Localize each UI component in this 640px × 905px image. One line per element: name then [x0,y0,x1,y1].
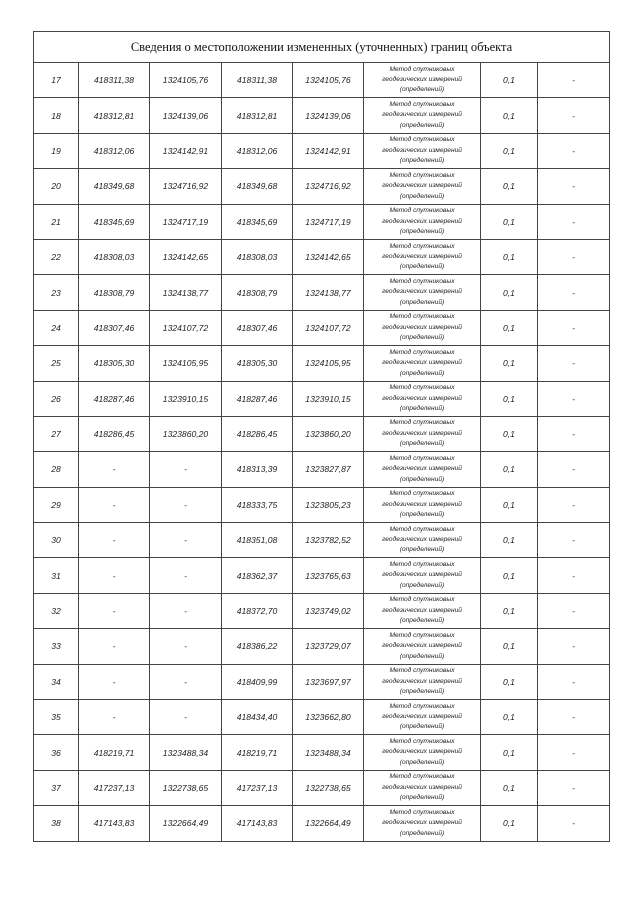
method-text-line1: Метод спутниковых [389,242,455,250]
existing-x-cell: 417143,83 [79,806,150,841]
point-number-cell: 20 [34,169,79,204]
existing-y-cell: - [150,629,222,664]
method-text-line2: геодезических измерений [382,642,462,650]
method-text-line2: геодезических измерений [382,571,462,579]
method-cell [364,558,481,593]
method-text-line1: Метод спутниковых [389,65,455,73]
existing-y-cell: - [150,523,222,558]
existing-y-cell: 1324716,92 [150,169,222,204]
method-text-line3: (определений) [399,192,445,200]
table-row [34,664,610,699]
refined-y-cell: 1322738,65 [293,770,364,805]
point-number-cell: 27 [34,416,79,451]
method-cell [364,700,481,735]
refined-y-cell: 1323488,34 [293,735,364,770]
method-cell [364,487,481,522]
existing-x-cell: 418311,38 [79,63,150,98]
document-page [33,31,609,842]
refined-x-cell: 418386,22 [222,629,293,664]
refined-x-cell: 418312,06 [222,133,293,168]
refined-y-cell: 1324142,91 [293,133,364,168]
existing-x-cell: 418312,81 [79,98,150,133]
refined-x-cell: 418308,03 [222,239,293,274]
method-cell [364,310,481,345]
existing-x-cell: 418345,69 [79,204,150,239]
method-cell [364,593,481,628]
method-text-line1: Метод спутниковых [389,207,455,215]
table-row [34,700,610,735]
point-number-cell: 32 [34,593,79,628]
point-number-cell: 29 [34,487,79,522]
refined-x-cell: 417143,83 [222,806,293,841]
refined-x-cell: 418286,45 [222,416,293,451]
existing-x-cell: 418308,79 [79,275,150,310]
refined-y-cell: 1323782,52 [293,523,364,558]
point-number-cell: 30 [34,523,79,558]
description-cell: - [538,98,610,133]
method-text-line1: Метод спутниковых [389,171,455,179]
refined-y-cell: 1323697,97 [293,664,364,699]
method-text-line3: (определений) [399,157,445,165]
method-text-line3: (определений) [399,369,445,377]
point-number-cell: 18 [34,98,79,133]
method-cell [364,629,481,664]
accuracy-cell: 0,1 [481,629,538,664]
method-text-line2: геодезических измерений [382,394,462,402]
table-row [34,239,610,274]
method-text-line2: геодезических измерений [382,359,462,367]
refined-y-cell: 1323749,02 [293,593,364,628]
table-row [34,523,610,558]
method-text-line2: геодезических измерений [382,677,462,685]
refined-y-cell: 1323910,15 [293,381,364,416]
accuracy-cell: 0,1 [481,487,538,522]
method-text-line1: Метод спутниковых [389,738,455,745]
existing-x-cell: 418287,46 [79,381,150,416]
method-text-line1: Метод спутниковых [389,631,455,639]
refined-y-cell: 1324105,76 [293,63,364,98]
description-cell: - [538,664,610,699]
method-text-line3: (определений) [399,298,445,306]
table-row [34,169,610,204]
accuracy-cell: 0,1 [481,416,538,451]
description-cell: - [538,416,610,451]
description-cell: - [538,558,610,593]
existing-y-cell: 1322664,49 [150,806,222,841]
table-body [34,32,610,842]
accuracy-cell: 0,1 [481,204,538,239]
point-number-cell: 37 [34,770,79,805]
accuracy-cell: 0,1 [481,63,538,98]
description-cell: - [538,770,610,805]
method-text-line2: геодезических измерений [382,819,462,827]
accuracy-cell: 0,1 [481,664,538,699]
description-cell: - [538,700,610,735]
refined-x-cell: 418308,79 [222,275,293,310]
refined-x-cell: 418219,71 [222,735,293,770]
existing-y-cell: - [150,664,222,699]
existing-x-cell: 417237,13 [79,770,150,805]
point-number-cell: 36 [34,735,79,770]
refined-y-cell: 1324107,72 [293,310,364,345]
method-text-line1: Метод спутниковых [389,348,455,356]
refined-y-cell: 1324139,06 [293,98,364,133]
refined-y-cell: 1323729,07 [293,629,364,664]
description-cell: - [538,735,610,770]
point-number-cell: 24 [34,310,79,345]
method-cell [364,664,481,699]
method-text-line3: (определений) [399,334,445,342]
table-row [34,487,610,522]
point-number-cell: 22 [34,239,79,274]
accuracy-cell: 0,1 [481,452,538,487]
refined-y-cell: 1324138,77 [293,275,364,310]
existing-y-cell: 1324142,91 [150,133,222,168]
method-text-line3: (определений) [399,475,445,483]
method-text-line1: Метод спутниковых [389,454,455,462]
description-cell: - [538,346,610,381]
existing-y-cell: 1323860,20 [150,416,222,451]
method-text-line2: геодезических измерений [382,465,462,473]
table-row [34,204,610,239]
accuracy-cell: 0,1 [481,275,538,310]
method-text-line3: (определений) [399,617,445,625]
description-cell: - [538,204,610,239]
existing-x-cell: 418308,03 [79,239,150,274]
method-cell [364,346,481,381]
accuracy-cell: 0,1 [481,770,538,805]
existing-y-cell: - [150,452,222,487]
refined-x-cell: 418362,37 [222,558,293,593]
method-cell [364,63,481,98]
existing-y-cell: 1324107,72 [150,310,222,345]
method-text-line2: геодезических измерений [382,252,462,260]
existing-y-cell: - [150,558,222,593]
refined-x-cell: 418312,81 [222,98,293,133]
point-number-cell: 35 [34,700,79,735]
refined-x-cell: 418351,08 [222,523,293,558]
table-row [34,558,610,593]
accuracy-cell: 0,1 [481,558,538,593]
existing-y-cell: - [150,700,222,735]
method-cell [364,735,481,770]
existing-x-cell: - [79,593,150,628]
method-text-line2: геодезических измерений [382,783,462,791]
existing-x-cell: 418219,71 [79,735,150,770]
existing-x-cell: - [79,558,150,593]
description-cell: - [538,310,610,345]
description-cell: - [538,169,610,204]
refined-x-cell: 418311,38 [222,63,293,98]
method-text-line2: геодезических измерений [382,536,462,544]
existing-y-cell: - [150,593,222,628]
accuracy-cell: 0,1 [481,381,538,416]
table-title: Сведения о местоположении измененных (уточненных) границ объекта [34,32,610,63]
method-cell [364,770,481,805]
point-number-cell: 26 [34,381,79,416]
method-text-line3: (определений) [399,86,445,94]
method-text-line2: геодезических измерений [382,217,462,225]
refined-y-cell: 1322664,49 [293,806,364,841]
table-row [34,806,610,841]
method-text-line3: (определений) [399,688,445,696]
boundary-table [33,31,610,842]
method-cell [364,98,481,133]
method-text-line1: Метод спутниковых [389,490,455,498]
accuracy-cell: 0,1 [481,593,538,628]
refined-x-cell: 418313,39 [222,452,293,487]
table-row [34,770,610,805]
accuracy-cell: 0,1 [481,735,538,770]
method-text-line3: (определений) [399,263,445,271]
accuracy-cell: 0,1 [481,523,538,558]
method-text-line3: (определений) [399,227,445,235]
existing-y-cell: 1324139,06 [150,98,222,133]
point-number-cell: 28 [34,452,79,487]
method-cell [364,381,481,416]
existing-x-cell: 418312,06 [79,133,150,168]
method-text-line3: (определений) [399,829,445,837]
method-text-line2: геодезических измерений [382,606,462,614]
method-text-line1: Метод спутниковых [389,100,455,108]
table-title-row [34,32,610,63]
description-cell: - [538,523,610,558]
description-cell: - [538,593,610,628]
refined-y-cell: 1323805,23 [293,487,364,522]
refined-y-cell: 1324716,92 [293,169,364,204]
method-text-line1: Метод спутниковых [389,525,455,533]
description-cell: - [538,806,610,841]
existing-x-cell: - [79,700,150,735]
method-text-line3: (определений) [399,723,445,731]
refined-y-cell: 1323860,20 [293,416,364,451]
table-row [34,310,610,345]
method-cell [364,275,481,310]
refined-x-cell: 418307,46 [222,310,293,345]
existing-y-cell: 1322738,65 [150,770,222,805]
method-text-line2: геодезических измерений [382,75,462,83]
method-text-line3: (определений) [399,546,445,554]
accuracy-cell: 0,1 [481,310,538,345]
table-row [34,381,610,416]
accuracy-cell: 0,1 [481,239,538,274]
refined-y-cell: 1323765,63 [293,558,364,593]
method-cell [364,452,481,487]
method-text-line3: (определений) [399,794,445,802]
existing-y-cell: 1324717,19 [150,204,222,239]
accuracy-cell: 0,1 [481,806,538,841]
existing-y-cell: 1323488,34 [150,735,222,770]
point-number-cell: 19 [34,133,79,168]
existing-x-cell: - [79,629,150,664]
method-text-line1: Метод спутниковых [389,808,455,816]
method-cell [364,239,481,274]
point-number-cell: 17 [34,63,79,98]
method-text-line2: геодезических измерений [382,182,462,190]
table-row [34,629,610,664]
existing-y-cell: 1324105,95 [150,346,222,381]
point-number-cell: 38 [34,806,79,841]
existing-x-cell: - [79,523,150,558]
point-number-cell: 33 [34,629,79,664]
method-text-line2: геодезических измерений [382,429,462,437]
existing-x-cell: 418349,68 [79,169,150,204]
method-text-line2: геодезических измерений [382,288,462,296]
existing-y-cell: 1324105,76 [150,63,222,98]
point-number-cell: 25 [34,346,79,381]
method-text-line1: Метод спутниковых [389,136,455,144]
method-text-line3: (определений) [399,758,445,766]
method-text-line3: (определений) [399,511,445,519]
method-cell [364,416,481,451]
point-number-cell: 34 [34,664,79,699]
refined-x-cell: 418305,30 [222,346,293,381]
description-cell: - [538,275,610,310]
method-cell [364,169,481,204]
refined-y-cell: 1323662,80 [293,700,364,735]
description-cell: - [538,381,610,416]
existing-y-cell: - [150,487,222,522]
table-row [34,346,610,381]
method-cell [364,204,481,239]
refined-x-cell: 418287,46 [222,381,293,416]
method-text-line1: Метод спутниковых [389,702,455,710]
accuracy-cell: 0,1 [481,169,538,204]
existing-x-cell: 418286,45 [79,416,150,451]
accuracy-cell: 0,1 [481,133,538,168]
method-text-line1: Метод спутниковых [389,667,455,675]
method-text-line1: Метод спутниковых [389,596,455,604]
refined-x-cell: 418349,68 [222,169,293,204]
existing-x-cell: - [79,452,150,487]
description-cell: - [538,452,610,487]
point-number-cell: 31 [34,558,79,593]
method-cell [364,523,481,558]
existing-x-cell: - [79,487,150,522]
table-row [34,98,610,133]
method-text-line3: (определений) [399,581,445,589]
existing-y-cell: 1324142,65 [150,239,222,274]
refined-x-cell: 418409,99 [222,664,293,699]
method-text-line2: геодезических измерений [382,146,462,154]
refined-x-cell: 418434,40 [222,700,293,735]
accuracy-cell: 0,1 [481,98,538,133]
table-row [34,452,610,487]
method-text-line2: геодезических измерений [382,323,462,331]
refined-y-cell: 1323827,87 [293,452,364,487]
method-text-line1: Метод спутниковых [389,773,455,781]
description-cell: - [538,63,610,98]
refined-x-cell: 418333,75 [222,487,293,522]
refined-x-cell: 417237,13 [222,770,293,805]
point-number-cell: 23 [34,275,79,310]
method-cell [364,133,481,168]
method-text-line2: геодезических измерений [382,500,462,508]
method-text-line2: геодезических измерений [382,748,462,756]
description-cell: - [538,239,610,274]
refined-x-cell: 418372,70 [222,593,293,628]
existing-y-cell: 1324138,77 [150,275,222,310]
description-cell: - [538,629,610,664]
accuracy-cell: 0,1 [481,700,538,735]
method-text-line1: Метод спутниковых [389,419,455,427]
description-cell: - [538,133,610,168]
method-text-line1: Метод спутниковых [389,313,455,321]
refined-y-cell: 1324717,19 [293,204,364,239]
method-cell [364,806,481,841]
existing-x-cell: 418305,30 [79,346,150,381]
method-text-line1: Метод спутниковых [389,561,455,569]
method-text-line3: (определений) [399,121,445,129]
method-text-line3: (определений) [399,404,445,412]
method-text-line3: (определений) [399,652,445,660]
method-text-line2: геодезических измерений [382,713,462,721]
table-row [34,63,610,98]
refined-x-cell: 418345,69 [222,204,293,239]
table-row [34,133,610,168]
existing-x-cell: - [79,664,150,699]
table-row [34,416,610,451]
table-row [34,593,610,628]
refined-y-cell: 1324105,95 [293,346,364,381]
existing-x-cell: 418307,46 [79,310,150,345]
point-number-cell: 21 [34,204,79,239]
method-text-line2: геодезических измерений [382,111,462,119]
table-row [34,275,610,310]
accuracy-cell: 0,1 [481,346,538,381]
method-text-line1: Метод спутниковых [389,384,455,392]
method-text-line1: Метод спутниковых [389,277,455,285]
table-row [34,735,610,770]
method-text-line3: (определений) [399,440,445,448]
existing-y-cell: 1323910,15 [150,381,222,416]
description-cell: - [538,487,610,522]
refined-y-cell: 1324142,65 [293,239,364,274]
